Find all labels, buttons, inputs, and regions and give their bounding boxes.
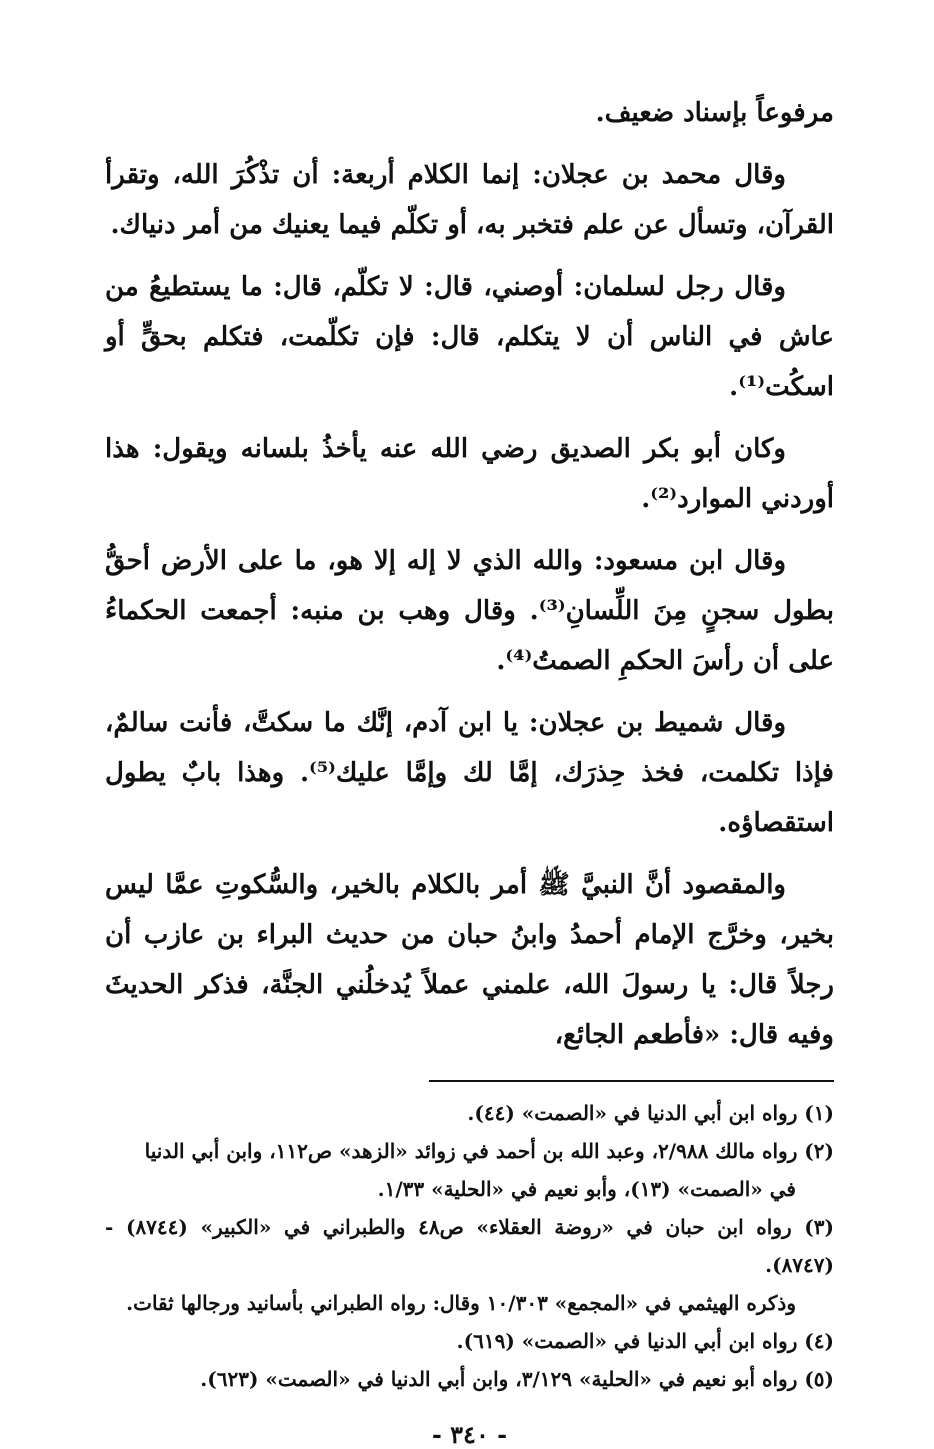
- paragraph-ibn-ajlan: وقال محمد بن عجلان: إنما الكلام أربعة: أن تذْكُرَ الله، وتقرأ القرآن، وتسأل عن علم فتخبر به، أو تكلّم فيما يعنيك من أمر دنياك.: [105, 160, 834, 240]
- book-page: [105, 88, 834, 1449]
- footnote-3-continuation: وذكره الهيثمي في «المجمع» ١٠/٣٠٣ وقال: رواه الطبراني بأسانيد ورجالها ثقات.: [126, 1291, 796, 1315]
- footnote-4: (٤) رواه ابن أبي الدنيا في «الصمت» (٦١٩).: [456, 1329, 834, 1353]
- paragraph-shumait: وقال شميط بن عجلان: يا ابن آدم، إنَّك ما سكتَّ، فأنت سالمٌ، فإذا تكلمت، فخذ حِذرَك، إمَّا لك وإمَّا عليك⁽⁵⁾. وهذا بابٌ يطول استقصاؤه.: [105, 708, 834, 838]
- paragraph-conclusion: والمقصود أنَّ النبيَّ ﷺ أمر بالكلام بالخير، والسُّكوتِ عمَّا ليس بخير، وخرَّج الإمام أحمدُ وابنُ حبان من حديث البراء بن عازب أن رجلاً قال: يا رسولَ الله، علمني عملاً يُدخلُني الجنَّة، فذكر الحديثَ وفيه قال: «فأطعم الجائع،: [105, 870, 834, 1050]
- footnotes: [105, 1094, 834, 1398]
- page-number: - ٣٤٠ -: [431, 1420, 508, 1449]
- footnote-divider: [429, 1080, 834, 1082]
- footnote-2: (٢) رواه مالك ٢/٩٨٨، وعبد الله بن أحمد في زوائد «الزهد» ص١١٢، وابن أبي الدنيا: [144, 1139, 834, 1163]
- footnote-5: (٥) رواه أبو نعيم في «الحلية» ٣/١٢٩، وابن أبي الدنيا في «الصمت» (٦٢٣).: [200, 1367, 834, 1391]
- paragraph-abu-bakr: وكان أبو بكر الصديق رضي الله عنه يأخذُ بلسانه ويقول: هذا أوردني الموارد⁽²⁾.: [105, 434, 834, 514]
- footnote-1: (١) رواه ابن أبي الدنيا في «الصمت» (٤٤).: [467, 1101, 834, 1125]
- footnote-3: (٣) رواه ابن حبان في «روضة العقلاء» ص٤٨ والطبراني في «الكبير» (٨٧٤٤) - (٨٧٤٧).: [105, 1215, 834, 1277]
- paragraph-salman: وقال رجل لسلمان: أوصني، قال: لا تكلّم، قال: ما يستطيعُ من عاش في الناس أن لا يتكلم، قال: فإن تكلّمت، فتكلم بحقٍّ أو اسكُت⁽¹⁾.: [105, 272, 834, 402]
- footnote-2-continuation: في «الصمت» (١٣)، وأبو نعيم في «الحلية» ١/٣٣.: [377, 1177, 796, 1201]
- main-text: [105, 88, 834, 1060]
- opening-line: مرفوعاً بإسناد ضعيف.: [595, 98, 834, 128]
- paragraph-ibn-masud: وقال ابن مسعود: والله الذي لا إله إلا هو، ما على الأرض أحقُّ بطول سجنٍ مِنَ اللِّسانِ⁽³⁾. وقال وهب بن منبه: أجمعت الحكماءُ على أن رأسَ الحكمِ الصمتُ⁽⁴⁾.: [105, 546, 834, 676]
